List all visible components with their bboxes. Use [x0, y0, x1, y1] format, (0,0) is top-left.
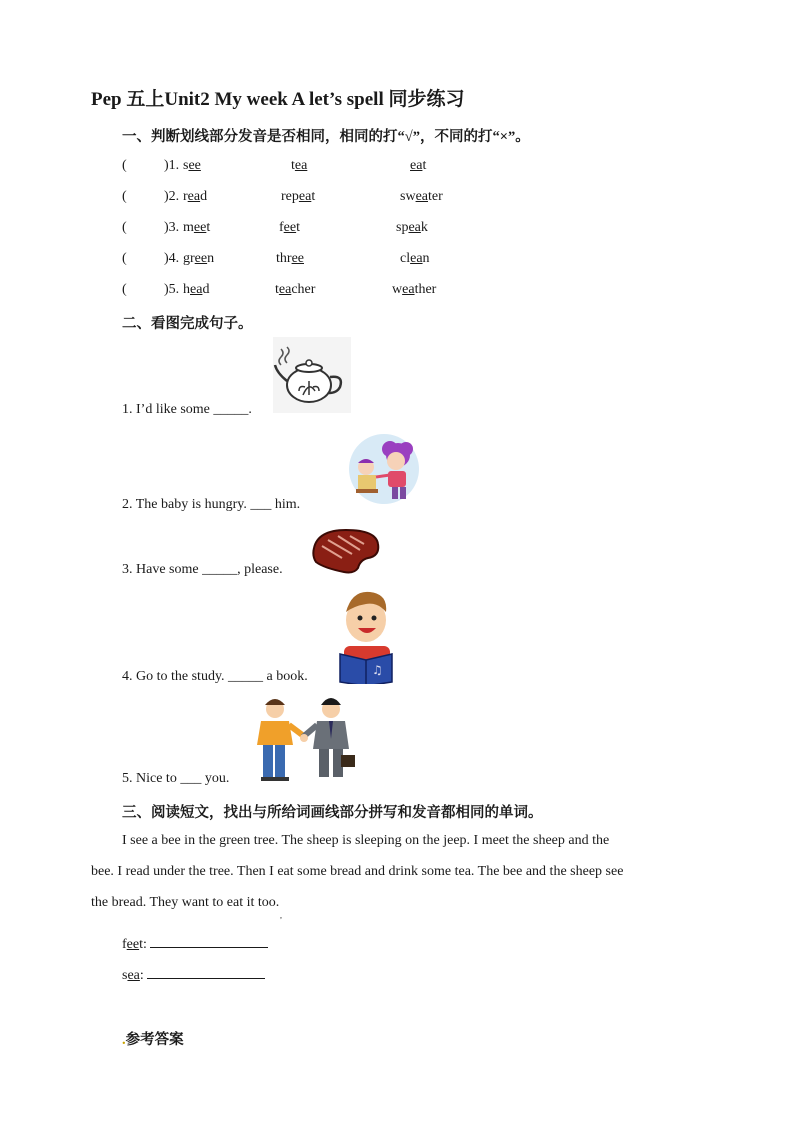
item-number: )3. — [164, 220, 180, 235]
word-3: sweater — [400, 189, 443, 204]
word-1: read — [183, 189, 208, 204]
section2-heading: 二、看图完成句子。 — [122, 316, 253, 332]
item-number: )5. — [164, 282, 180, 297]
sentence-1: 1. I’d like some _____. — [122, 402, 252, 417]
paren-blank[interactable]: ( — [122, 220, 127, 235]
passage-line-3: the bread. They want to eat it too. — [91, 895, 280, 910]
passage-line-1: I see a bee in the green tree. The sheep is sleeping on the jeep. I meet the sheep and the — [122, 833, 610, 848]
passage-line-2: bee. I read under the tree. Then I eat some bread and drink some tea. The bee and the sheep see — [91, 864, 624, 879]
page-title: Pep 五上Unit2 My week A let’s spell 同步练习 — [91, 89, 465, 110]
word-3: eat — [410, 158, 427, 173]
word-3: clean — [400, 251, 430, 266]
word-1: green — [183, 251, 215, 266]
word-2: tea — [291, 158, 308, 173]
teapot-picture — [273, 337, 351, 413]
item-number: )4. — [164, 251, 180, 266]
steak-picture — [306, 526, 382, 574]
word-3: speak — [396, 220, 428, 235]
sentence-2: 2. The baby is hungry. ___ him. — [122, 497, 301, 512]
word-3: weather — [392, 282, 437, 297]
sentence-3: 3. Have some _____, please. — [122, 562, 283, 577]
handshake-picture — [253, 695, 357, 783]
answer-key-heading: .参考答案 — [122, 1032, 184, 1048]
paren-blank[interactable]: ( — [122, 251, 127, 266]
section3-heading: 三、阅读短文，找出与所给词画线部分拼写和发音都相同的单词。 — [122, 805, 543, 821]
question-sea: sea: — [122, 968, 265, 984]
feeding-picture — [348, 433, 420, 505]
answer-blank-feet[interactable] — [150, 947, 268, 948]
svg-text:♫: ♫ — [372, 663, 383, 677]
question-feet: feet: — [122, 937, 268, 953]
word-2: three — [276, 251, 304, 266]
word-1: meet — [183, 220, 211, 235]
paren-blank[interactable]: ( — [122, 158, 127, 173]
answer-blank-sea[interactable] — [147, 978, 265, 979]
word-1: head — [183, 282, 210, 297]
paren-blank[interactable]: ( — [122, 189, 127, 204]
item-number: )1. — [164, 158, 180, 173]
word-2: teacher — [275, 282, 316, 297]
bullet-dot: . — [122, 1032, 126, 1048]
boy-reading-picture — [336, 590, 396, 684]
item-number: )2. — [164, 189, 180, 204]
sentence-5: 5. Nice to ___ you. — [122, 771, 230, 786]
sentence-4: 4. Go to the study. _____ a book. — [122, 669, 308, 684]
stray-mark: , — [280, 911, 282, 920]
section1-heading: 一、判断划线部分发音是否相同，相同的打“√”，不同的打“×”。 — [122, 129, 530, 145]
paren-blank[interactable]: ( — [122, 282, 127, 297]
word-2: repeat — [281, 189, 316, 204]
word-2: feet — [279, 220, 300, 235]
word-1: see — [183, 158, 201, 173]
